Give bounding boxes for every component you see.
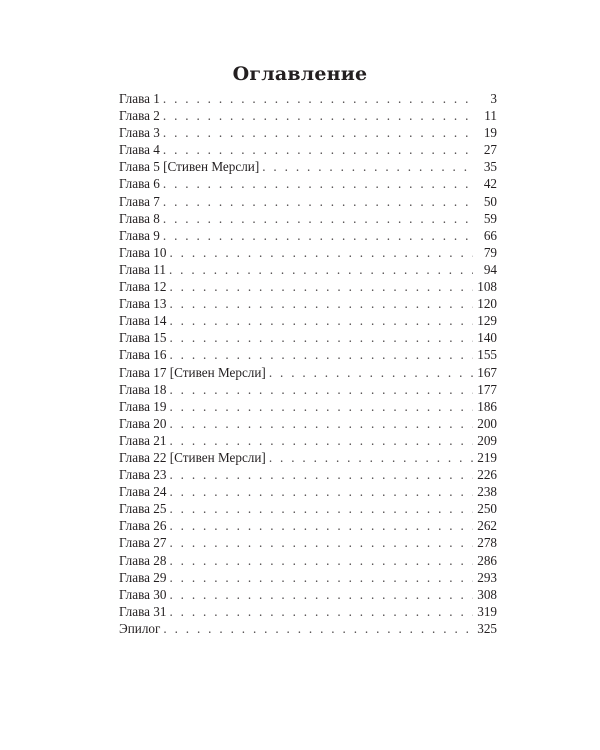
toc-entry-label: Глава 22 [Стивен Мерсли] <box>119 449 266 465</box>
toc-entry-label: Глава 9 <box>119 227 160 243</box>
toc-entry-28[interactable] <box>119 552 497 569</box>
dot-leader <box>169 295 473 312</box>
dot-leader <box>169 381 473 398</box>
dot-leader <box>169 329 473 346</box>
toc-entry-page-number: 177 <box>477 381 497 397</box>
toc-entry-label: Глава 19 <box>119 398 167 414</box>
dot-leader <box>169 244 473 261</box>
toc-entry-page-number: 319 <box>477 603 497 619</box>
toc-entry-4[interactable] <box>119 141 497 158</box>
toc-entry-page-number: 120 <box>477 296 497 312</box>
toc-entry-label: Глава 31 <box>119 603 167 619</box>
toc-entry-3[interactable] <box>119 124 497 141</box>
dot-leader <box>169 552 473 569</box>
dot-leader <box>169 569 473 586</box>
dot-leader <box>169 534 473 551</box>
toc-entry-page-number: 94 <box>483 261 497 277</box>
toc-entry-label: Глава 18 <box>119 381 167 397</box>
toc-entry-label: Глава 4 <box>119 142 160 158</box>
toc-entry-14[interactable] <box>119 312 497 329</box>
dot-leader <box>169 466 473 483</box>
toc-entry-label: Глава 11 <box>119 261 166 277</box>
dot-leader <box>169 312 473 329</box>
toc-entry-page-number: 308 <box>477 586 497 602</box>
toc-entry-page-number: 219 <box>477 449 497 465</box>
dot-leader <box>163 193 473 210</box>
dot-leader <box>262 158 473 175</box>
dot-leader <box>169 517 473 534</box>
dot-leader <box>169 415 473 432</box>
toc-entry-2[interactable] <box>119 107 497 124</box>
toc-entry-label: Глава 17 [Стивен Мерсли] <box>119 364 266 380</box>
toc-entry-16[interactable] <box>119 346 497 363</box>
toc-entry-label: Эпилог <box>119 620 161 636</box>
table-of-contents <box>119 90 497 637</box>
toc-entry-label: Глава 20 <box>119 415 167 431</box>
toc-entry-page-number: 66 <box>483 227 497 243</box>
toc-entry-label: Глава 6 <box>119 176 160 192</box>
toc-entry-9[interactable] <box>119 227 497 244</box>
toc-entry-31[interactable] <box>119 603 497 620</box>
toc-entry-page-number: 79 <box>483 244 497 260</box>
toc-entry-page-number: 293 <box>477 569 497 585</box>
toc-entry-page-number: 3 <box>490 91 497 106</box>
toc-entry-label: Глава 16 <box>119 347 167 363</box>
toc-entry-page-number: 140 <box>477 330 497 346</box>
toc-entry-page-number: 250 <box>477 501 497 517</box>
toc-entry-page-number: 325 <box>477 620 497 636</box>
dot-leader <box>269 449 473 466</box>
toc-entry-page-number: 50 <box>483 193 497 209</box>
toc-entry-18[interactable] <box>119 381 497 398</box>
toc-entry-1[interactable] <box>119 90 497 107</box>
dot-leader <box>169 432 473 449</box>
toc-entry-label: Глава 23 <box>119 467 167 483</box>
toc-entry-page-number: 226 <box>477 467 497 483</box>
toc-entry-page-number: 286 <box>477 552 497 568</box>
toc-entry-12[interactable] <box>119 278 497 295</box>
toc-entry-label: Глава 21 <box>119 432 167 448</box>
toc-entry-page-number: 155 <box>477 347 497 363</box>
dot-leader <box>169 500 473 517</box>
toc-entry-page-number: 278 <box>477 535 497 551</box>
dot-leader <box>163 620 473 637</box>
toc-entry-page-number: 11 <box>484 108 497 124</box>
toc-entry-22[interactable] <box>119 449 497 466</box>
toc-entry-17[interactable] <box>119 364 497 381</box>
toc-entry-24[interactable] <box>119 483 497 500</box>
toc-entry-25[interactable] <box>119 500 497 517</box>
toc-entry-30[interactable] <box>119 586 497 603</box>
dot-leader <box>169 261 473 278</box>
toc-entry-13[interactable] <box>119 295 497 312</box>
toc-entry-label: Глава 8 <box>119 210 160 226</box>
dot-leader <box>163 90 473 107</box>
dot-leader <box>169 398 473 415</box>
toc-entry-label: Глава 13 <box>119 296 167 312</box>
toc-entry-label: Глава 12 <box>119 279 167 295</box>
toc-entry-label: Глава 5 [Стивен Мерсли] <box>119 159 260 175</box>
toc-entry-29[interactable] <box>119 569 497 586</box>
toc-entry-page-number: 19 <box>483 125 497 141</box>
toc-entry-23[interactable] <box>119 466 497 483</box>
toc-entry-label: Глава 26 <box>119 518 167 534</box>
dot-leader <box>163 124 473 141</box>
dot-leader <box>163 107 473 124</box>
toc-entry-20[interactable] <box>119 415 497 432</box>
toc-entry-page-number: 129 <box>477 313 497 329</box>
toc-entry-page-number: 27 <box>483 142 497 158</box>
dot-leader <box>169 483 473 500</box>
toc-entry-7[interactable] <box>119 193 497 210</box>
page-title: Оглавление <box>232 62 368 85</box>
toc-entry-label: Глава 30 <box>119 586 167 602</box>
toc-entry-21[interactable] <box>119 432 497 449</box>
toc-entry-page-number: 35 <box>483 159 497 175</box>
toc-entry-label: Глава 15 <box>119 330 167 346</box>
toc-entry-label: Глава 3 <box>119 125 160 141</box>
toc-entry-label: Глава 25 <box>119 501 167 517</box>
toc-entry-page-number: 186 <box>477 398 497 414</box>
toc-entry-page-number: 238 <box>477 484 497 500</box>
toc-entry-26[interactable] <box>119 517 497 534</box>
toc-entry-page-number: 167 <box>477 364 497 380</box>
dot-leader <box>163 141 473 158</box>
toc-entry-label: Глава 1 <box>119 91 160 106</box>
dot-leader <box>169 278 473 295</box>
dot-leader <box>269 364 473 381</box>
toc-entry-6[interactable] <box>119 175 497 192</box>
toc-entry-11[interactable] <box>119 261 497 278</box>
toc-entry-label: Глава 29 <box>119 569 167 585</box>
toc-entry-page-number: 42 <box>483 176 497 192</box>
dot-leader <box>169 346 473 363</box>
toc-entry-15[interactable] <box>119 329 497 346</box>
toc-entry-page-number: 59 <box>483 210 497 226</box>
toc-entry-label: Глава 14 <box>119 313 167 329</box>
toc-entry-label: Глава 7 <box>119 193 160 209</box>
toc-entry-label: Глава 10 <box>119 244 167 260</box>
toc-entry-label: Глава 28 <box>119 552 167 568</box>
dot-leader <box>169 586 473 603</box>
toc-entry-page-number: 108 <box>477 279 497 295</box>
toc-entry-label: Глава 24 <box>119 484 167 500</box>
toc-entry-page-number: 262 <box>477 518 497 534</box>
dot-leader <box>163 210 473 227</box>
dot-leader <box>163 175 473 192</box>
toc-entry-19[interactable] <box>119 398 497 415</box>
dot-leader <box>163 227 473 244</box>
toc-entry-5[interactable] <box>119 158 497 175</box>
dot-leader <box>169 603 473 620</box>
toc-entry-page-number: 200 <box>477 415 497 431</box>
toc-entry-label: Глава 2 <box>119 108 160 124</box>
toc-entry-page-number: 209 <box>477 432 497 448</box>
toc-entry-label: Глава 27 <box>119 535 167 551</box>
toc-entry-32[interactable] <box>119 620 497 637</box>
toc-entry-27[interactable] <box>119 534 497 551</box>
toc-entry-10[interactable] <box>119 244 497 261</box>
toc-entry-8[interactable] <box>119 210 497 227</box>
